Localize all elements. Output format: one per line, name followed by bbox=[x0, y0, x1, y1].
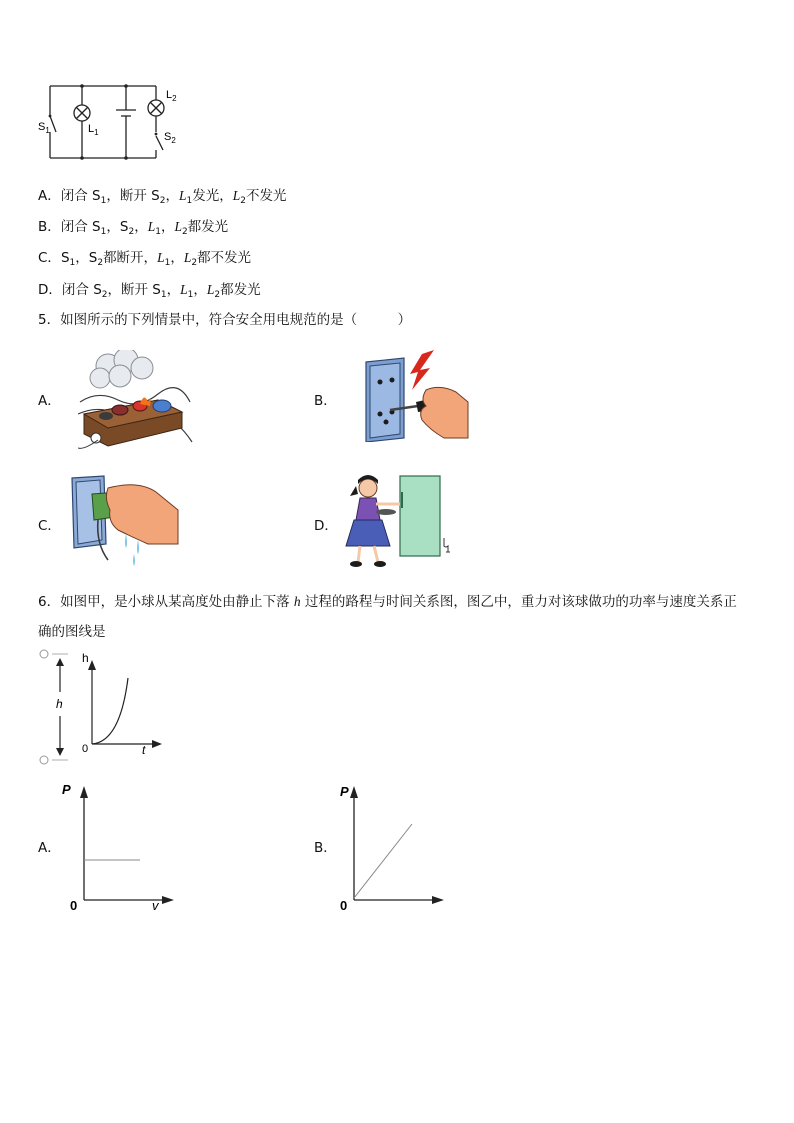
label-S1: $S_1$ bbox=[38, 121, 50, 135]
q5-option-a-label: A． bbox=[38, 393, 61, 409]
q6-figure-jia bbox=[36, 648, 168, 768]
label-L2: $L_2$ bbox=[166, 89, 177, 103]
q4-option-d: D．闭合 $S_2$，断开 $S_1$，$L_1$，$L_2$都发光 bbox=[38, 282, 261, 300]
q6-a-axis-v: v bbox=[152, 898, 159, 912]
label-S2: $S_2$ bbox=[164, 131, 176, 145]
q5-illustration-screwdriver-in-socket bbox=[360, 350, 470, 442]
q6-option-a-graph bbox=[56, 780, 186, 912]
q6-b-axis-P: P bbox=[340, 784, 349, 799]
q5-illustration-wet-hand-plug bbox=[68, 474, 180, 566]
circuit-diagram bbox=[36, 80, 186, 166]
q6-b-origin: 0 bbox=[340, 898, 348, 912]
q6-option-b-graph bbox=[326, 780, 456, 912]
q5-option-b-label: B． bbox=[314, 393, 337, 409]
q5-illustration-girl-with-fridge bbox=[340, 474, 470, 570]
q5-illustration-overloaded-power-strip bbox=[78, 350, 194, 452]
q5-option-d-label: D． bbox=[314, 518, 338, 534]
q6-option-b-label: B． bbox=[314, 840, 337, 856]
q6-option-a-label: A． bbox=[38, 840, 61, 856]
q6-h-arrow-label: h bbox=[56, 697, 63, 711]
q6-fig-axis-t: t bbox=[142, 743, 146, 757]
q6-stem-line1: 6．如图甲，是小球从某高度处由静止下落 h 过程的路程与时间关系图，图乙中，重力对该球做功的功率与速度关系正 bbox=[38, 594, 737, 610]
q6-fig-axis-h: h bbox=[82, 651, 89, 665]
q5-option-c-label: C． bbox=[38, 518, 61, 534]
q5-stem: 5．如图所示的下列情景中，符合安全用电规范的是（ ） bbox=[38, 312, 412, 328]
q4-option-b: B．闭合 $S_1$，$S_2$，$L_1$，$L_2$都发光 bbox=[38, 219, 229, 237]
label-L1: $L_1$ bbox=[88, 123, 99, 137]
q4-option-c: C．$S_1$，$S_2$都断开，$L_1$，$L_2$都不发光 bbox=[38, 250, 252, 268]
q6-a-origin: 0 bbox=[70, 898, 78, 912]
q6-stem-line2: 确的图线是 bbox=[38, 624, 106, 640]
q4-option-a: A．闭合 $S_1$，断开 $S_2$，$L_1$发光，$L_2$不发光 bbox=[38, 188, 287, 206]
q6-fig-origin: 0 bbox=[82, 743, 89, 755]
q6-a-axis-P: P bbox=[62, 782, 71, 797]
